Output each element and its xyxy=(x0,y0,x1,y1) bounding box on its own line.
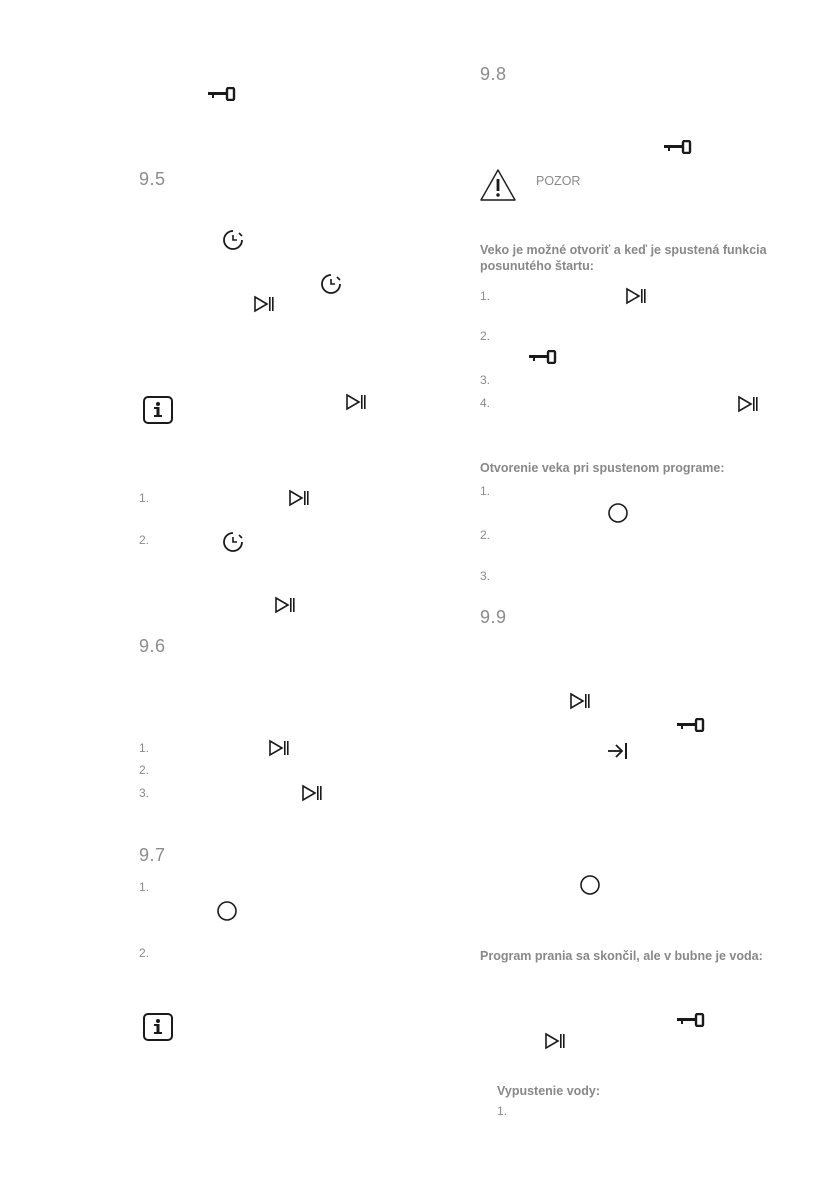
delay-timer-icon xyxy=(222,531,244,553)
lid-delay-heading: Veko je možné otvoriť a keď je spustená funkcia posunutého štartu: xyxy=(480,243,767,273)
start-pause-icon xyxy=(268,739,290,757)
step-number: 1. xyxy=(139,491,150,505)
step-number: 1. xyxy=(480,484,491,498)
step-number: 1. xyxy=(480,289,491,303)
key-lock-icon xyxy=(677,718,705,732)
on-off-icon xyxy=(607,502,629,524)
section-heading-9-8: 9.8 xyxy=(480,64,507,84)
step-number: 1. xyxy=(497,1104,508,1118)
step-number: 1. xyxy=(139,880,150,894)
on-off-icon xyxy=(579,874,601,896)
key-lock-icon xyxy=(529,350,557,364)
delay-timer-icon xyxy=(222,229,244,251)
start-pause-icon xyxy=(301,784,323,802)
skip-arrow-icon xyxy=(606,742,630,760)
section-heading-9-9: 9.9 xyxy=(480,607,507,627)
step-number: 3. xyxy=(480,569,491,583)
info-icon xyxy=(143,396,173,424)
step-number: 1. xyxy=(139,741,150,755)
info-icon xyxy=(143,1013,173,1041)
warning-icon xyxy=(478,167,518,203)
start-pause-icon xyxy=(288,489,310,507)
step-number: 2. xyxy=(139,533,150,547)
step-number: 4. xyxy=(480,396,491,410)
section-heading-9-5: 9.5 xyxy=(139,169,166,189)
drain-heading: Vypustenie vody: xyxy=(497,1084,601,1098)
start-pause-icon xyxy=(737,395,759,413)
water-heading: Program prania sa skončil, ale v bubne je voda: xyxy=(480,949,763,963)
step-number: 3. xyxy=(139,786,150,800)
start-pause-icon xyxy=(544,1032,566,1050)
step-number: 2. xyxy=(480,329,491,343)
step-number: 3. xyxy=(480,373,491,387)
section-heading-9-7: 9.7 xyxy=(139,845,166,865)
warning-label: POZOR xyxy=(536,174,581,188)
start-pause-icon xyxy=(345,393,367,411)
step-number: 2. xyxy=(139,946,150,960)
on-off-icon xyxy=(216,900,238,922)
section-heading-9-6: 9.6 xyxy=(139,636,166,656)
start-pause-icon xyxy=(274,596,296,614)
key-lock-icon xyxy=(664,140,692,154)
step-number: 2. xyxy=(139,763,150,777)
start-pause-icon xyxy=(625,287,647,305)
lid-program-heading: Otvorenie veka pri spustenom programe: xyxy=(480,461,725,475)
start-pause-icon xyxy=(253,295,275,313)
start-pause-icon xyxy=(569,692,591,710)
step-number: 2. xyxy=(480,528,491,542)
key-lock-icon xyxy=(677,1013,705,1027)
delay-timer-icon xyxy=(320,273,342,295)
key-lock-icon xyxy=(208,87,236,101)
